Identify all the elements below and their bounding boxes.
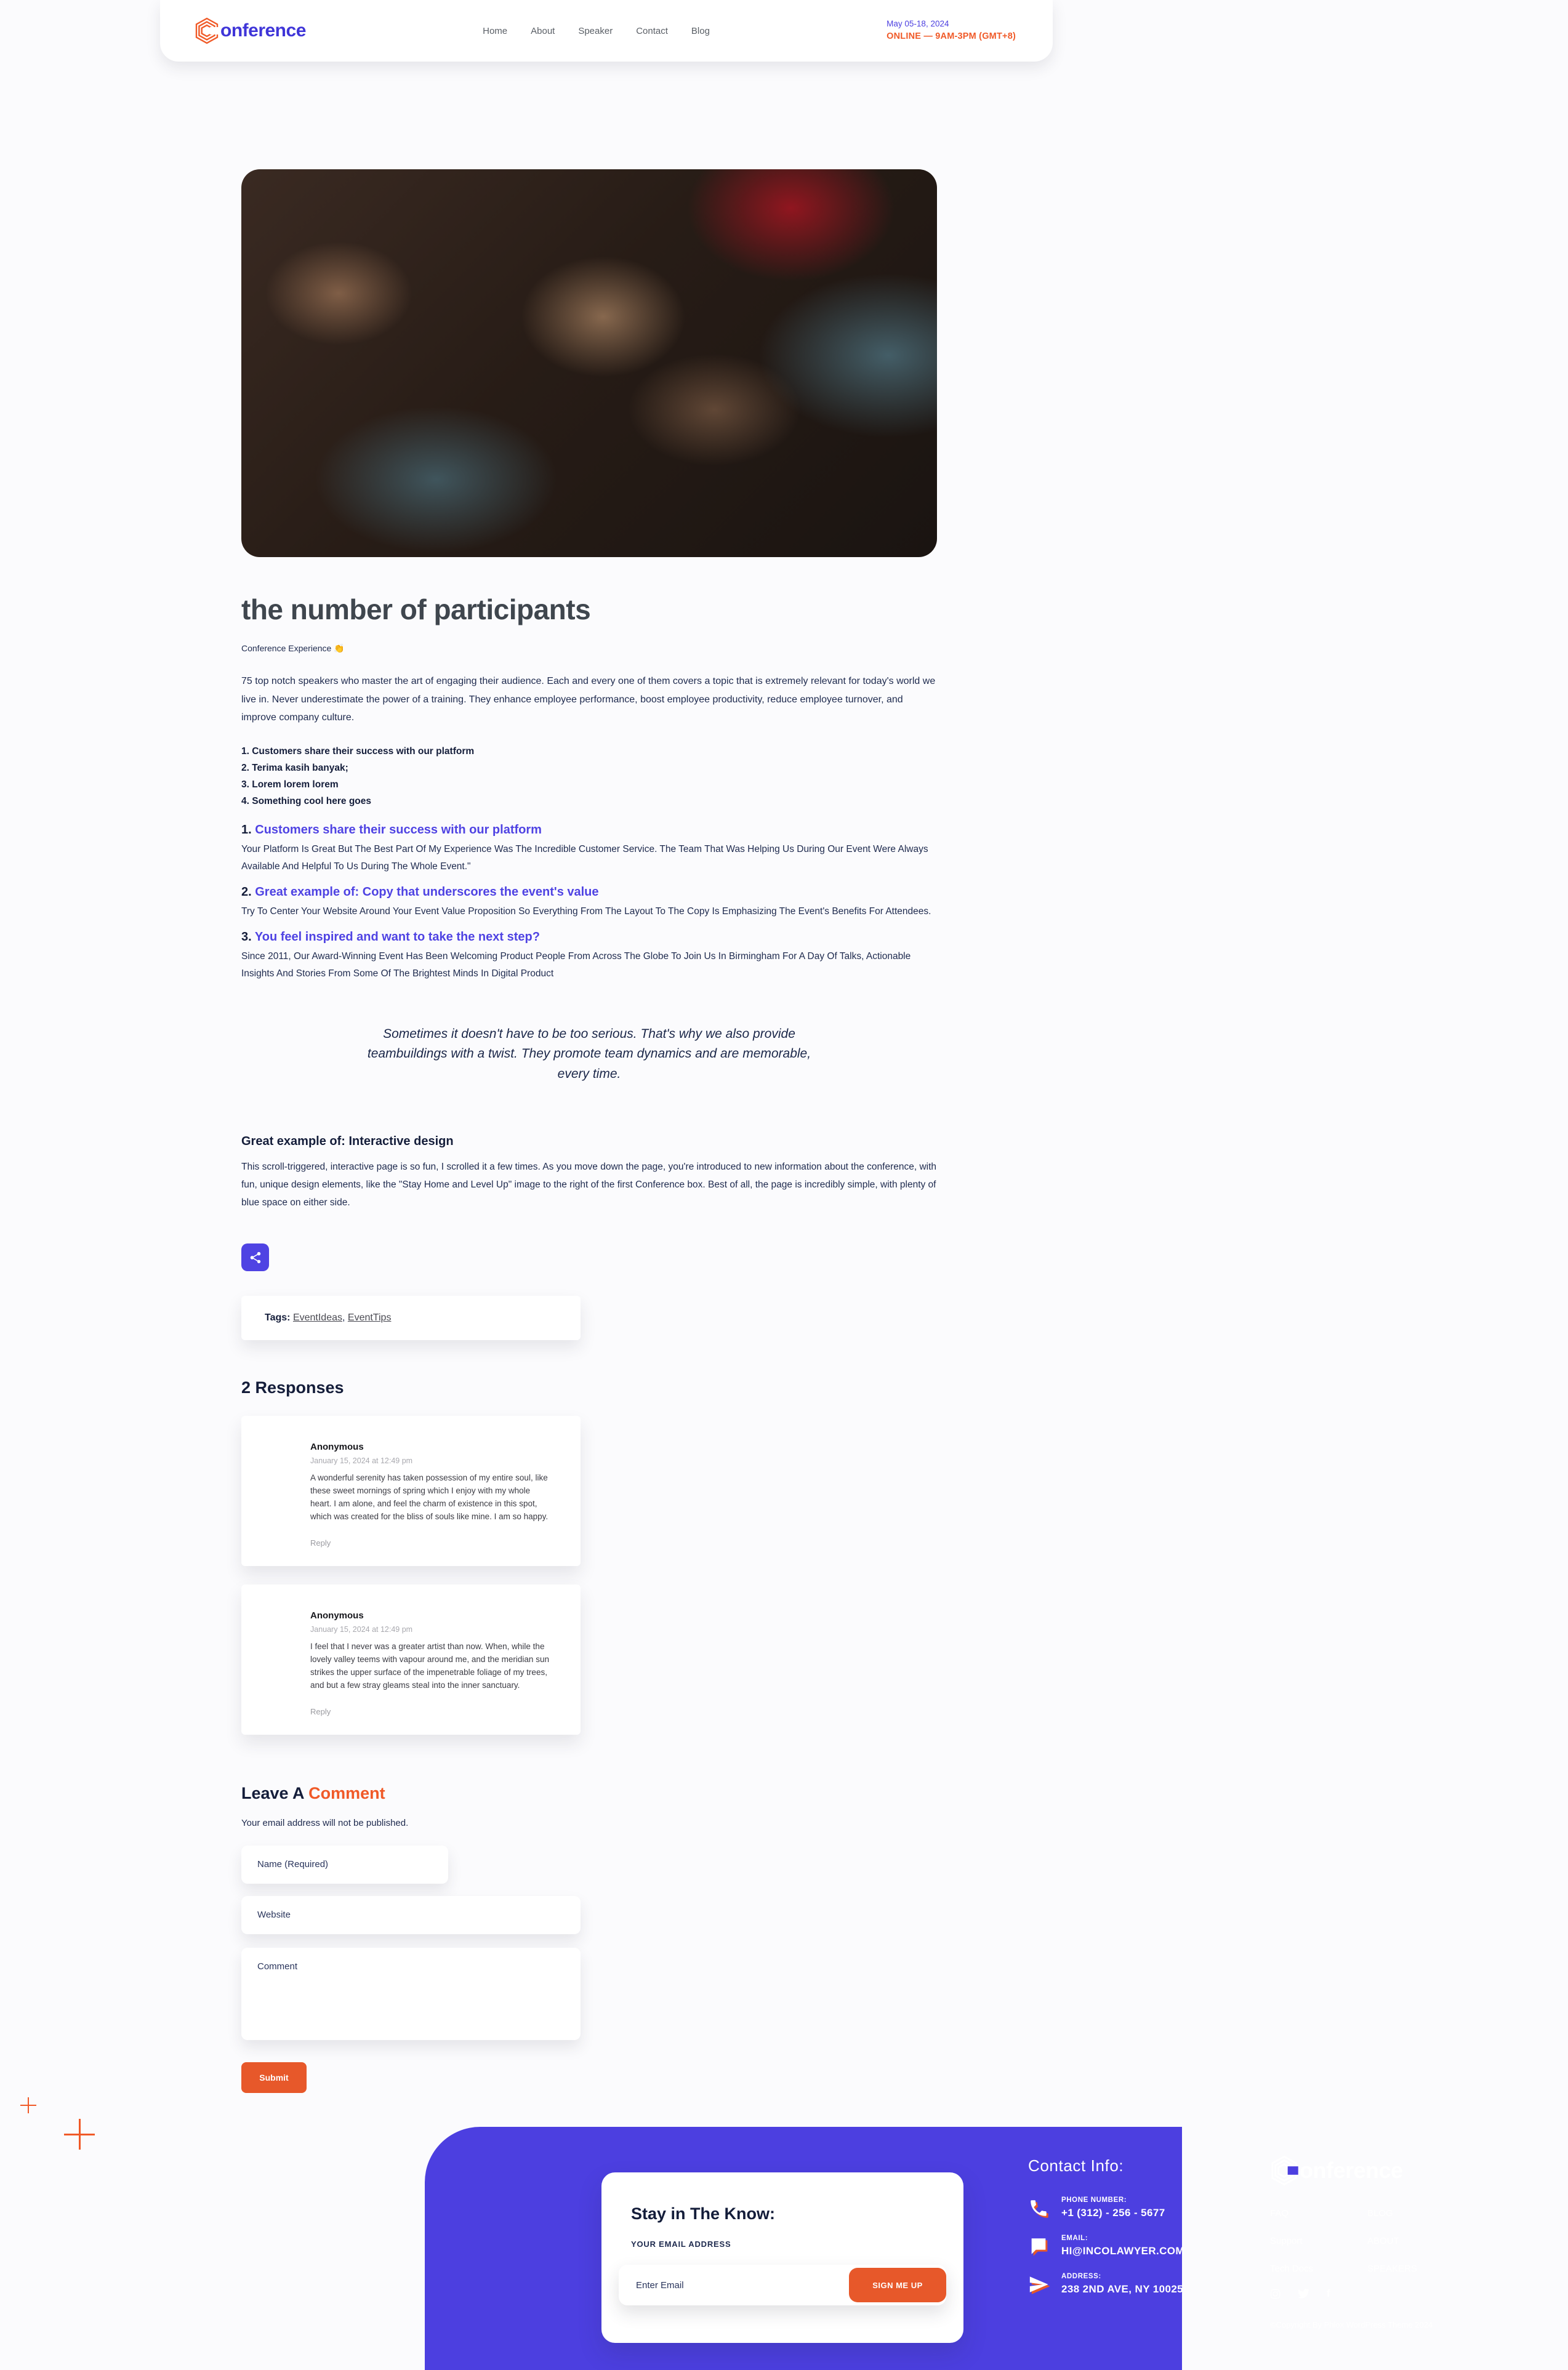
article-sections — [241, 823, 937, 982]
comment-body: A wonderful serenity has taken possession of my entire soul, like these sweet mornings of spring which I enjoy with my whole heart. I am alone, and feel the charm of existence in this spot, which was created for the bliss of souls like mine. I am so happy. — [310, 1473, 549, 1522]
comment-card — [241, 1585, 581, 1735]
footer-link-blog[interactable]: BLOG — [1367, 2208, 1393, 2219]
newsletter-label: YOUR EMAIL ADDRESS — [631, 2239, 731, 2249]
footer-social — [1270, 2288, 1568, 2300]
footer-brand-logo[interactable] — [1270, 2155, 1568, 2186]
section-body: Your Platform Is Great But The Best Part Of My Experience Was The Incredible Customer Service. The Team That Was Helping Us During Our Event Were Always Available And Helpful To Us During The Whole Event." — [241, 844, 928, 872]
hexagon-c-logo-icon — [1270, 2155, 1298, 2186]
contact-item-address — [1028, 2273, 1184, 2296]
newsletter-title: Stay in The Know: — [631, 2204, 776, 2223]
footer-brand-name: onference — [1300, 2158, 1403, 2183]
reply-link[interactable]: Reply — [310, 1706, 331, 1716]
nav-blog[interactable]: Blog — [691, 25, 710, 36]
form-note: Your email address will not be published. — [241, 1817, 409, 1828]
website-field[interactable] — [241, 1896, 581, 1934]
tag-eventideas[interactable]: EventIdeas — [292, 1312, 342, 1324]
nav-speaker[interactable]: Speaker — [578, 25, 613, 36]
footer-panel — [425, 2127, 1433, 2370]
comment-card — [241, 1416, 581, 1566]
sign-me-up-button[interactable]: SIGN ME UP — [849, 2268, 946, 2302]
tag-separator: , — [342, 1312, 348, 1324]
nav-home[interactable]: Home — [483, 25, 508, 36]
contact-item-email — [1028, 2235, 1184, 2257]
list-item: 4. Something cool here goes — [241, 796, 372, 807]
list-item: 2. Terima kasih banyak; — [241, 762, 348, 773]
site-header — [160, 0, 1053, 62]
address-label: ADDRESS: — [1061, 2273, 1101, 2280]
comment-author: Anonymous — [310, 1610, 364, 1621]
sub-heading-body: This scroll-triggered, interactive page is so fun, I scrolled it a few times. As you move down the page, you're introduced to new information about the conference, with fun, unique design elements, like the "Stay Home and Level Up" image to the right of the first Conference box. Best of all, the page is incredibly simple, with plenty of blue space on either side. — [241, 1162, 937, 1208]
contact-info-title: Contact Info: — [1028, 2156, 1124, 2175]
nav-about[interactable]: About — [531, 25, 555, 36]
numbered-list — [241, 743, 937, 810]
section-heading: 2. Great example of: Copy that underscores the event's value — [241, 885, 599, 899]
section-body: Try To Center Your Website Around Your Event Value Proposition So Everything From The Layout To The Copy Is Emphasizing The Event's Benefits For Attendees. — [241, 906, 931, 917]
page-title: the number of participants — [241, 593, 591, 625]
phone-label: PHONE NUMBER: — [1061, 2196, 1127, 2204]
list-item: 1. Customers share their success with our platform — [241, 745, 475, 757]
email-label: EMAIL: — [1061, 2235, 1088, 2242]
category-line — [241, 643, 937, 654]
brand-logo[interactable] — [195, 17, 306, 44]
section-body: Since 2011, Our Award-Winning Event Has Been Welcoming Product People From Across The Globe To Join Us In Birmingham For A Day Of Talks, Actionable Insights And Stories From Some Of The Brightest Minds In Digital Product — [241, 950, 911, 979]
section-heading: 1. Customers share their success with our platform — [241, 823, 542, 837]
comment-date: January 15, 2024 at 12:49 pm — [310, 1625, 413, 1634]
hexagon-c-logo-icon — [195, 17, 219, 44]
responses-title: 2 Responses — [241, 1378, 344, 1397]
main-nav — [483, 26, 710, 36]
twitter-icon[interactable] — [1298, 2289, 1309, 2299]
comment-author: Anonymous — [310, 1442, 364, 1453]
article-content — [241, 169, 937, 2093]
phone-value: +1 (312) - 256 - 5677 — [1061, 2207, 1165, 2219]
nav-contact[interactable]: Contact — [636, 25, 668, 36]
sub-heading: Great example of: Interactive design — [241, 1135, 454, 1149]
pull-quote: Sometimes it doesn't have to be too serious. That's why we also provide teambuildings with a twist. They promote team dynamics and are memorable, every time. — [367, 1026, 811, 1081]
brand-name: onference — [220, 20, 306, 41]
event-date: May 05-18, 2024 — [887, 19, 949, 28]
tags-card — [241, 1296, 581, 1340]
tag-eventtips[interactable]: EventTips — [347, 1312, 392, 1324]
name-field[interactable] — [241, 1846, 448, 1884]
category-label: Conference Experience — [241, 643, 332, 653]
footer-right — [1270, 2155, 1568, 2329]
submit-button[interactable]: Submit — [241, 2062, 307, 2093]
tags-label: Tags: — [265, 1312, 291, 1324]
phone-icon — [1028, 2198, 1049, 2219]
address-value: 238 2ND AVE, NY 10025 — [1061, 2283, 1184, 2295]
plus-decoration-icon — [20, 2097, 36, 2113]
intro-paragraph: 75 top notch speakers who master the art of engaging their audience. Each and every one of them covers a topic that is extremely relevant for today's world we live in. Never underestimate the power of a training. They enhance employee performance, boost employee productivity, reduce employee turnover, and improve company culture. — [241, 676, 936, 723]
list-item: 3. Lorem lorem lorem — [241, 779, 339, 790]
send-icon — [1028, 2274, 1049, 2295]
share-icon — [249, 1251, 262, 1264]
facebook-icon[interactable]: f — [1327, 2288, 1330, 2299]
footer-link-speakers[interactable]: SPEAKERS — [1367, 2264, 1417, 2274]
hero-image — [241, 169, 937, 557]
share-button[interactable] — [241, 1243, 269, 1271]
site-footer — [0, 2127, 1433, 2370]
contact-item-phone — [1028, 2196, 1184, 2219]
comment-body: I feel that I never was a greater artist than now. When, while the lovely valley teems with vapour around me, and the meridian sun strikes the upper surface of the impenetrable foliage of my trees, and but a few stray gleams steal into the inner sanctuary. — [310, 1642, 549, 1690]
section-heading: 3. You feel inspired and want to take the next step? — [241, 930, 540, 944]
footer-link-about[interactable]: ABOUT — [1367, 2236, 1399, 2246]
clap-emoji-icon: 👏 — [334, 643, 345, 653]
footer-link-faq[interactable]: FAQ — [1270, 2208, 1289, 2219]
reply-link[interactable]: Reply — [310, 1538, 331, 1548]
copyright-text: ©Copyright By Phlox WordPress Theme 2024 — [1270, 2320, 1433, 2329]
comment-date: January 15, 2024 at 12:49 pm — [310, 1456, 413, 1466]
footer-links — [1270, 2208, 1568, 2274]
comment-field[interactable] — [241, 1948, 581, 2040]
footer-link-techdocs[interactable]: Tech Docs — [1270, 2264, 1314, 2274]
event-time: ONLINE — 9AM-3PM (GMT+8) — [887, 31, 1016, 42]
event-dates — [887, 18, 1016, 44]
footer-link-support[interactable]: Support — [1270, 2236, 1303, 2246]
contact-info-block — [1028, 2156, 1184, 2311]
chat-icon — [1028, 2236, 1049, 2257]
newsletter-card — [601, 2172, 963, 2343]
email-value: HI@INCOLAWYER.COM — [1061, 2245, 1184, 2257]
instagram-icon[interactable] — [1270, 2289, 1281, 2299]
leave-comment-title: Leave A Comment — [241, 1783, 385, 1802]
